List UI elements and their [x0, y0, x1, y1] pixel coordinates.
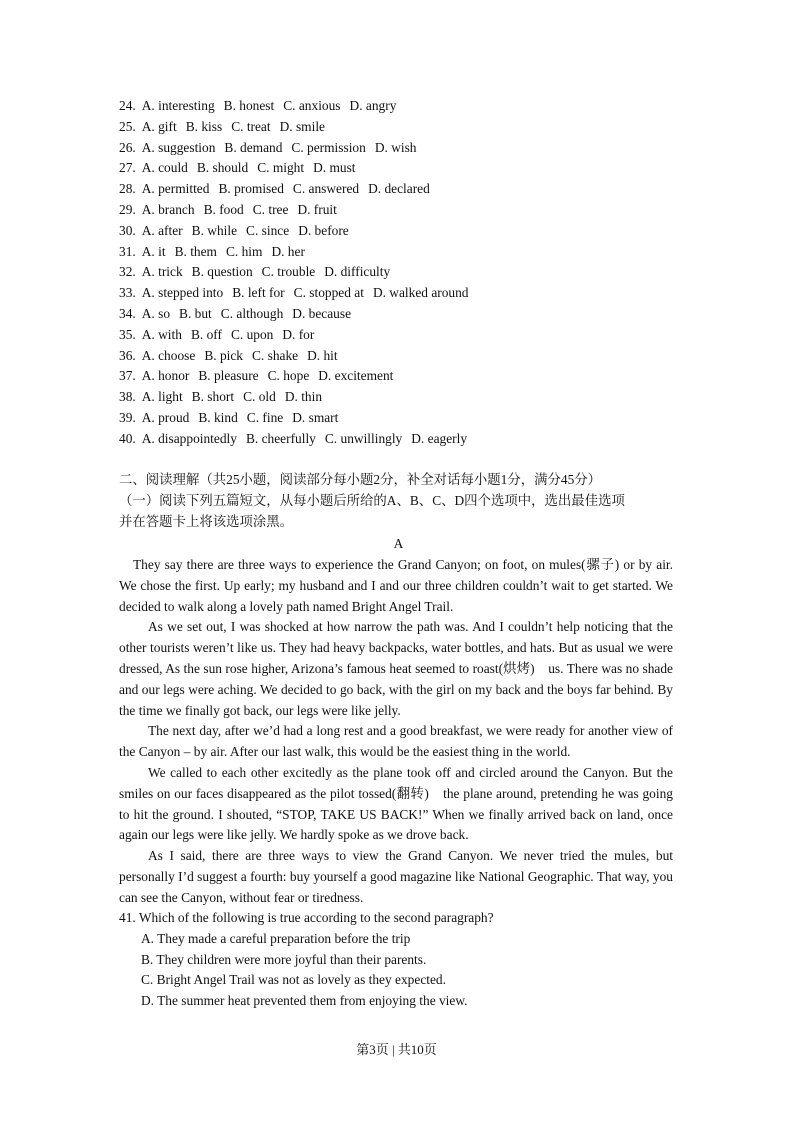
- cloze-question-row: [119, 244, 314, 260]
- question-number: 35.: [119, 326, 136, 342]
- option-d: D. angry: [349, 98, 397, 113]
- option-b: B. pleasure: [198, 368, 259, 384]
- option-d: D. declared: [368, 181, 430, 197]
- cloze-question-row: [119, 306, 360, 322]
- option-b: B. food: [203, 202, 244, 217]
- option-b: B. cheerfully: [245, 430, 316, 446]
- cloze-question-row: [119, 98, 405, 114]
- option-a: A. choose: [141, 347, 196, 363]
- paragraph: They say there are three ways to experience the Grand Canyon; on foot, on mules(骡子) or by air. We chose the first. Up early; my husband and I and our three children couldn’t wait to get started. We decided to walk along a lovely path named Bright Angel Trail.: [119, 557, 673, 614]
- question-number: 26.: [119, 139, 136, 155]
- option-b: B. while: [191, 222, 238, 238]
- paragraph: As we set out, I was shocked at how narrow the path was. And I couldn’t help noticing that the other tourists weren’t like us. They had heavy backpacks, water bottles, and hats. But as usual we were dressed, As the sun rose higher, Arizona’s famous heat seemed to roast(烘烤) us. There was no shade and our legs were aching. We decided to go back, with the girl on my back and the boys far behind. By the time we finally got back, our legs were like jelly.: [119, 619, 673, 718]
- option-c: C. shake: [252, 347, 299, 363]
- option-a: A. could: [141, 160, 188, 176]
- option-d: D. her: [271, 243, 305, 259]
- option-a: A. so: [141, 306, 171, 321]
- option-a: A. They made a careful preparation before the trip: [141, 930, 411, 946]
- option-c: C. unwillingly: [324, 430, 403, 446]
- option-b: B. off: [190, 326, 222, 342]
- option-a: A. disappointedly: [141, 430, 237, 446]
- option-b: B. kind: [198, 410, 238, 425]
- question-number: 39.: [119, 410, 136, 425]
- question-number: 40.: [119, 430, 136, 446]
- option-a: A. permitted: [141, 181, 210, 197]
- option-b: B. promised: [218, 181, 284, 197]
- option-b: B. They children were more joyful than their parents.: [141, 951, 427, 967]
- question-number: 25.: [119, 118, 136, 134]
- option-d: D. wish: [374, 139, 417, 155]
- cloze-question-row: [119, 431, 476, 447]
- option-a: A. honor: [141, 368, 190, 384]
- cloze-question-row: [119, 160, 365, 176]
- section-instruction-2: 并在答题卡上将该选项涂黑。: [119, 514, 294, 529]
- cloze-question-row: [119, 264, 399, 280]
- question-number: 37.: [119, 368, 136, 384]
- option-a: A. trick: [141, 264, 183, 280]
- cloze-question-row: [119, 119, 334, 135]
- question-number: 33.: [119, 285, 136, 301]
- option-b: B. demand: [224, 139, 283, 155]
- option-b: B. should: [196, 160, 249, 176]
- option-a: A. suggestion: [141, 139, 216, 155]
- option-b: B. left for: [232, 285, 285, 301]
- question-number: 32.: [119, 264, 136, 280]
- cloze-question-row: [119, 223, 358, 239]
- question-number: 38.: [119, 389, 136, 405]
- option-d: D. fruit: [297, 202, 337, 217]
- option-d: D. difficulty: [324, 264, 391, 280]
- option-b: B. question: [191, 264, 253, 280]
- option-d: D. hit: [307, 347, 338, 363]
- question-number: 34.: [119, 306, 136, 321]
- option-a: A. gift: [141, 118, 177, 134]
- option-c: C. him: [225, 243, 263, 259]
- option-d: D. The summer heat prevented them from enjoying the view.: [141, 993, 468, 1009]
- option-a: A. stepped into: [141, 285, 224, 301]
- option-b: B. them: [174, 243, 217, 259]
- question-number: 29.: [119, 202, 136, 217]
- question-number: 31.: [119, 243, 136, 259]
- option-d: D. eagerly: [411, 430, 468, 446]
- option-c: C. anxious: [283, 98, 341, 113]
- paragraph: The next day, after we’d had a long rest and a good breakfast, we were ready for another view of the Canyon – by air. After our last walk, this would be the easiest thing in the world.: [119, 723, 673, 760]
- option-c: C. answered: [292, 181, 360, 197]
- question-number: 30.: [119, 222, 136, 238]
- option-c: C. trouble: [261, 264, 316, 280]
- cloze-question-row: [119, 368, 402, 384]
- option-d: D. must: [313, 160, 356, 176]
- cloze-question-row: [119, 181, 439, 197]
- option-c: C. Bright Angel Trail was not as lovely as they expected.: [141, 972, 446, 988]
- cloze-question-row: [119, 202, 346, 218]
- option-c: C. treat: [231, 118, 271, 134]
- option-c: C. stopped at: [293, 285, 364, 301]
- option-c: C. might: [257, 160, 305, 176]
- cloze-question-row: [119, 389, 331, 405]
- option-d: D. for: [282, 326, 315, 342]
- option-a: A. branch: [141, 202, 195, 217]
- option-d: D. because: [292, 306, 352, 321]
- option-a: A. light: [141, 389, 183, 405]
- option-b: B. but: [179, 306, 212, 321]
- option-a: A. interesting: [141, 98, 215, 113]
- option-b: B. short: [191, 389, 235, 405]
- paragraph: We called to each other excitedly as the plane took off and circled around the Canyon. But the smiles on our faces disappeared as the pilot tossed(翻转) the plane around, pretending he was going to hit the ground. I shouted, “STOP, TAKE US BACK!” When we finally arrived back on land, once again our legs were like jelly. We hardly spoke as we drove back.: [119, 764, 673, 843]
- option-d: D. before: [298, 222, 349, 238]
- page-footer: 第3页 | 共10页: [356, 1042, 437, 1057]
- section-heading: 二、阅读理解（共25小题，阅读部分每小题2分，补全对话每小题1分，满分45分）: [119, 472, 602, 487]
- option-c: C. since: [246, 222, 290, 238]
- question-stem: 41. Which of the following is true according to the second paragraph?: [119, 910, 494, 925]
- option-c: C. fine: [246, 410, 284, 425]
- option-c: C. tree: [252, 202, 289, 217]
- paragraph: As I said, there are three ways to view the Grand Canyon. We never tried the mules, but personally I’d suggest a fourth: buy yourself a good magazine like National Geographic. That way, you can see the Canyon, without fear or tiredness.: [119, 848, 673, 905]
- option-c: C. upon: [230, 326, 274, 342]
- option-c: C. old: [243, 389, 276, 405]
- cloze-question-row: [119, 410, 347, 426]
- option-d: D. excitement: [318, 368, 394, 384]
- cloze-question-row: [119, 348, 347, 364]
- cloze-question-row: [119, 285, 478, 301]
- option-d: D. smile: [279, 118, 325, 134]
- passage-body: [119, 555, 673, 909]
- option-b: B. kiss: [185, 118, 223, 134]
- question-number: 24.: [119, 98, 136, 113]
- option-d: D. thin: [284, 389, 323, 405]
- option-c: C. permission: [291, 139, 366, 155]
- option-d: D. walked around: [372, 285, 469, 301]
- cloze-question-row: [119, 140, 426, 156]
- option-b: B. honest: [223, 98, 275, 113]
- option-a: A. after: [141, 222, 183, 238]
- question-number: 36.: [119, 347, 136, 363]
- option-b: B. pick: [204, 347, 243, 363]
- cloze-question-row: [119, 327, 323, 343]
- option-d: D. smart: [292, 410, 339, 425]
- option-a: A. with: [141, 326, 182, 342]
- section-instruction-1: （一）阅读下列五篇短文，从每小题后所给的A、B、C、D四个选项中，选出最佳选项: [119, 493, 625, 508]
- question-41: [119, 908, 494, 1012]
- question-number: 27.: [119, 160, 136, 176]
- passage-title: A: [393, 536, 404, 551]
- option-a: A. it: [141, 243, 166, 259]
- question-number: 28.: [119, 181, 136, 197]
- option-a: A. proud: [141, 410, 190, 425]
- option-c: C. although: [220, 306, 284, 321]
- option-c: C. hope: [267, 368, 310, 384]
